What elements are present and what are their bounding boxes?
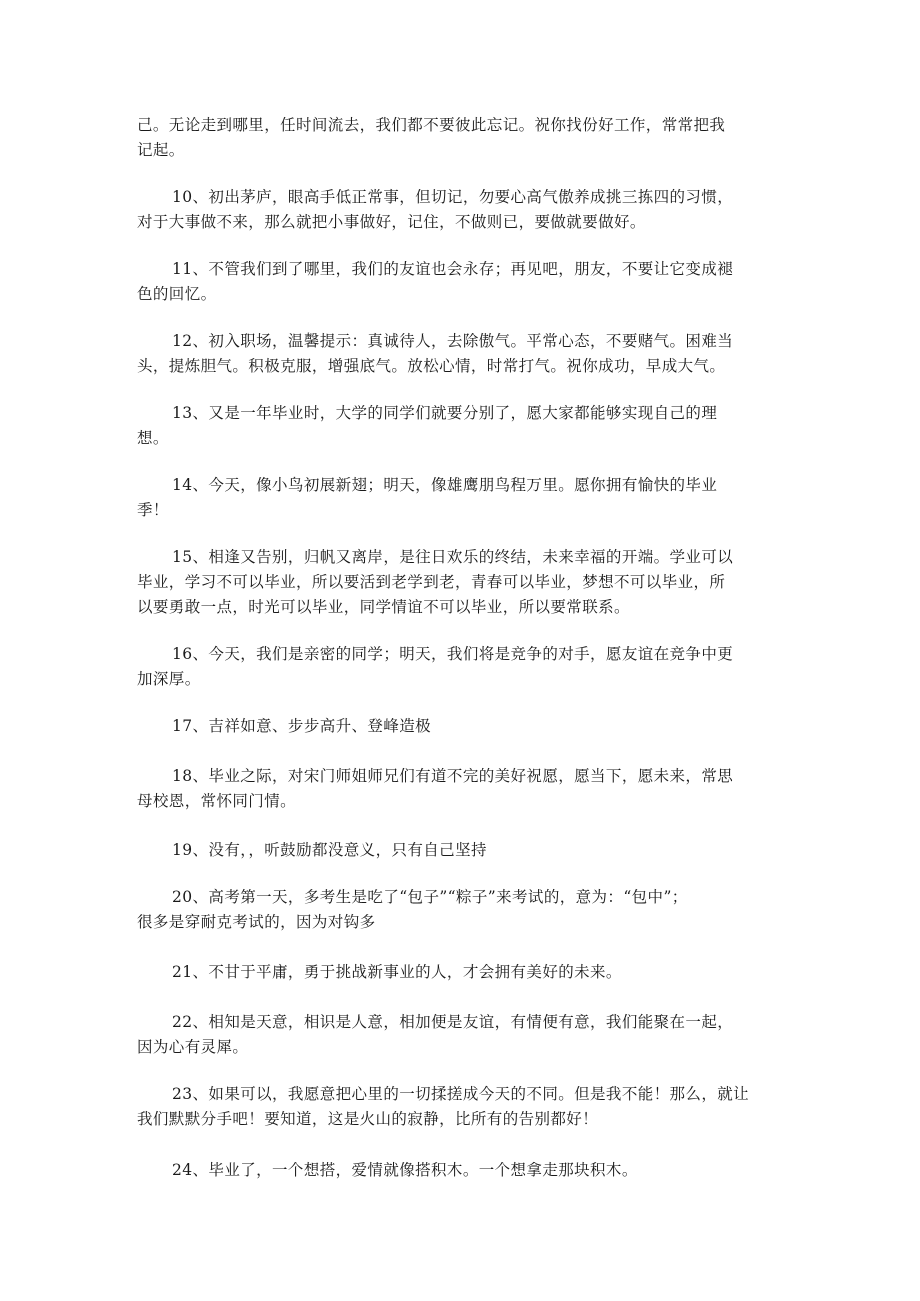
text-line: 季！: [137, 501, 169, 519]
text-line: 19、没有，，听鼓励都没意义，只有自己坚持: [172, 841, 487, 859]
text-line: 加深厚。: [137, 670, 201, 688]
text-line: 很多是穿耐克考试的，因为对钩多: [137, 913, 376, 931]
text-line: 12、初入职场，温馨提示：真诚待人，去除傲气。平常心态，不要赌气。困难当: [172, 332, 734, 350]
text-line: 对于大事做不来，那么就把小事做好，记住，不做则已，要做就要做好。: [137, 213, 646, 231]
text-line: 头，提炼胆气。积极克服，增强底气。放松心情，时常打气。祝你成功，早成大气。: [137, 357, 726, 375]
text-line: 记起。: [137, 141, 185, 159]
text-line: 13、又是一年毕业时，大学的同学们就要分别了，愿大家都能够实现自己的理: [172, 404, 718, 422]
text-line: 10、初出茅庐，眼高手低正常事，但切记，勿要心高气傲养成挑三拣四的习惯，: [172, 188, 734, 206]
text-line: 17、吉祥如意、步步高升、登峰造极: [172, 717, 432, 735]
text-line: 14、今天，像小鸟初展新翅；明天，像雄鹰朋鸟程万里。愿你拥有愉快的毕业: [172, 476, 718, 494]
text-line: 20、高考第一天，多考生是吃了“包子”“粽子”来考试的，意为：“包中”；: [172, 888, 688, 906]
text-line: 18、毕业之际，对宋门师姐师兄们有道不完的美好祝愿，愿当下，愿未来，常思: [172, 767, 734, 785]
text-line: 以要勇敢一点，时光可以毕业，同学情谊不可以毕业，所以要常联系。: [137, 598, 630, 616]
text-line: 22、相知是天意，相识是人意，相加便是友谊，有情便有意，我们能聚在一起，: [172, 1013, 734, 1031]
text-line: 21、不甘于平庸，勇于挑战新事业的人，才会拥有美好的未来。: [172, 963, 622, 981]
text-line: 色的回忆。: [137, 285, 217, 303]
text-line: 16、今天，我们是亲密的同学；明天，我们将是竞争的对手，愿友谊在竞争中更: [172, 645, 734, 663]
text-line: 11、不管我们到了哪里，我们的友谊也会永存；再见吧，朋友，不要让它变成褪: [172, 260, 734, 278]
text-line: 24、毕业了，一个想搭，爱情就像搭积木。一个想拿走那块积木。: [172, 1161, 638, 1179]
text-line: 己。无论走到哪里，任时间流去，我们都不要彼此忘记。祝你找份好工作，常常把我: [137, 116, 726, 134]
text-line: 母校恩，常怀同门情。: [137, 792, 297, 810]
text-line: 15、相逢又告别，归帆又离岸，是往日欢乐的终结，未来幸福的开端。学业可以: [172, 548, 734, 566]
text-line: 23、如果可以，我愿意把心里的一切揉搓成今天的不同。但是我不能！那么，就让: [172, 1085, 750, 1103]
text-line: 想。: [137, 429, 169, 447]
text-line: 我们默默分手吧！要知道，这是火山的寂静，比所有的告别都好！: [137, 1110, 599, 1128]
text-line: 因为心有灵犀。: [137, 1038, 249, 1056]
text-line: 毕业，学习不可以毕业，所以要活到老学到老，青春可以毕业，梦想不可以毕业，所: [137, 573, 726, 591]
